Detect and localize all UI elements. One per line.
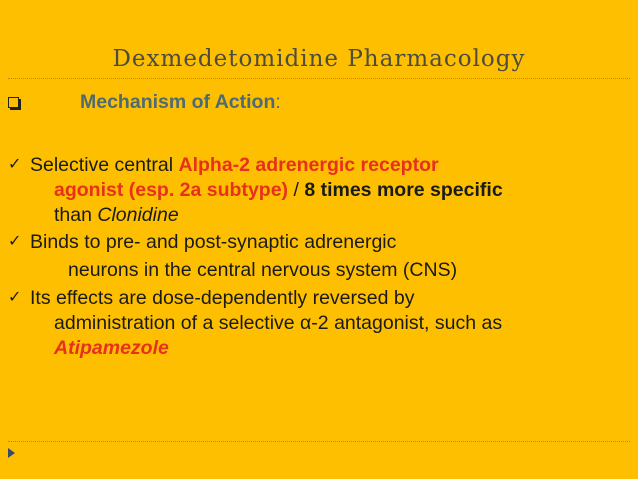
footer-divider [8,441,630,442]
bullet-3-line-3: Atipamezole [54,337,169,359]
bullet-3-line-2: administration of a selective α-2 antagonist, such as [54,312,503,334]
bullet-1-line-3 [54,203,179,227]
highlight-text: Alpha-2 adrenergic receptor [178,154,439,176]
bullet-1-line-2 [54,178,503,202]
bullet-3-line-1: Its effects are dose-dependently reversed by [30,287,415,309]
slide-title: Dexmedetomidine Pharmacology [112,46,526,72]
title-divider [8,78,630,79]
heading-label: Mechanism of Action [80,91,276,113]
section-heading [80,90,281,114]
highlight-text: agonist (esp. 2a subtype) [54,179,289,201]
heading-colon: : [275,91,281,113]
checkmark-icon: ✓ [8,156,22,173]
checkbox-square-icon [8,97,19,108]
checkmark-icon: ✓ [8,289,22,306]
text: Selective central [30,154,179,176]
italic-text: Clonidine [97,204,179,226]
text: than [54,204,98,226]
bullet-2-line-1: Binds to pre- and post-synaptic adrenergic [30,231,397,253]
bullet-2-line-2: neurons in the central nervous system (CNS) [68,259,458,281]
triangle-right-icon[interactable] [8,448,15,458]
checkmark-icon: ✓ [8,233,22,250]
bold-text: 8 times more specific [304,179,503,201]
text: / [288,179,305,201]
bullet-1-line-1 [30,153,439,177]
